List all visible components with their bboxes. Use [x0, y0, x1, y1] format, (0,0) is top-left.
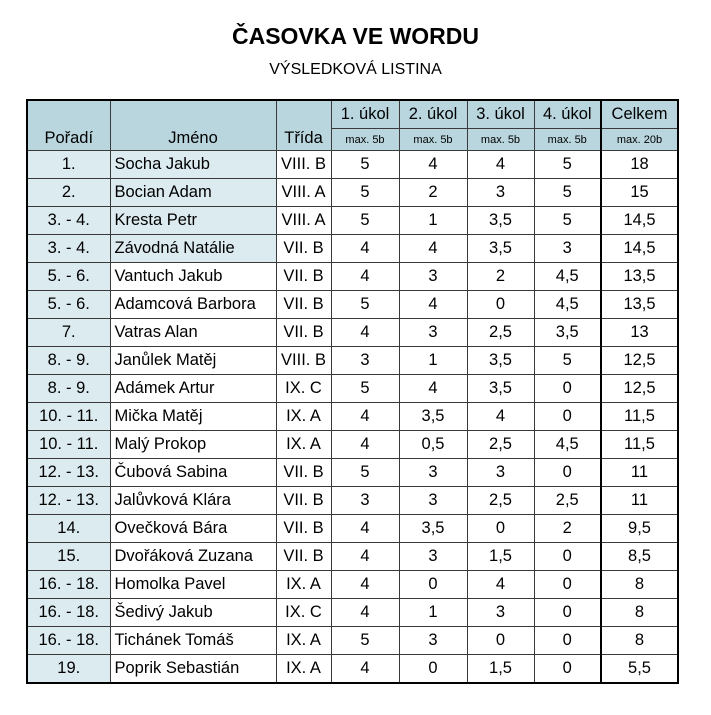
task-2-cell: 4 — [399, 291, 467, 319]
header-total-max: max. 20b — [601, 129, 678, 151]
task-3-cell: 0 — [467, 515, 534, 543]
rank-cell: 7. — [27, 319, 110, 347]
task-1-cell: 4 — [331, 319, 399, 347]
name-cell: Kresta Petr — [110, 207, 276, 235]
table-row — [27, 319, 678, 347]
class-cell: VII. B — [276, 319, 331, 347]
task-3-cell: 3,5 — [467, 235, 534, 263]
name-cell: Bocian Adam — [110, 179, 276, 207]
total-cell: 8 — [601, 599, 678, 627]
task-4-cell: 2,5 — [534, 487, 601, 515]
task-3-cell: 1,5 — [467, 543, 534, 571]
task-1-cell: 4 — [331, 515, 399, 543]
name-cell: Závodná Natálie — [110, 235, 276, 263]
rank-cell: 16. - 18. — [27, 599, 110, 627]
task-2-cell: 3 — [399, 319, 467, 347]
task-1-cell: 5 — [331, 459, 399, 487]
class-cell: VII. B — [276, 487, 331, 515]
task-4-cell: 3,5 — [534, 319, 601, 347]
task-2-cell: 3 — [399, 459, 467, 487]
total-cell: 11,5 — [601, 403, 678, 431]
task-1-cell: 5 — [331, 627, 399, 655]
class-cell: VII. B — [276, 291, 331, 319]
task-1-cell: 4 — [331, 403, 399, 431]
name-cell: Malý Prokop — [110, 431, 276, 459]
name-cell: Poprik Sebastián — [110, 655, 276, 684]
task-3-cell: 2,5 — [467, 431, 534, 459]
table-row — [27, 151, 678, 179]
total-cell: 12,5 — [601, 375, 678, 403]
total-cell: 9,5 — [601, 515, 678, 543]
task-2-cell: 3 — [399, 263, 467, 291]
task-1-cell: 3 — [331, 347, 399, 375]
task-2-cell: 2 — [399, 179, 467, 207]
total-cell: 12,5 — [601, 347, 678, 375]
header-task-4: 4. úkol — [534, 100, 601, 129]
task-2-cell: 1 — [399, 207, 467, 235]
total-cell: 14,5 — [601, 207, 678, 235]
task-2-cell: 1 — [399, 599, 467, 627]
task-2-cell: 4 — [399, 375, 467, 403]
class-cell: IX. C — [276, 375, 331, 403]
total-cell: 15 — [601, 179, 678, 207]
task-3-cell: 2 — [467, 263, 534, 291]
task-4-cell: 5 — [534, 207, 601, 235]
task-4-cell: 0 — [534, 627, 601, 655]
name-cell: Homolka Pavel — [110, 571, 276, 599]
task-2-cell: 0 — [399, 571, 467, 599]
table-row — [27, 291, 678, 319]
task-2-cell: 3 — [399, 627, 467, 655]
task-2-cell: 0 — [399, 655, 467, 684]
total-cell: 13 — [601, 319, 678, 347]
rank-cell: 8. - 9. — [27, 347, 110, 375]
header-task-2-max: max. 5b — [399, 129, 467, 151]
class-cell: VIII. B — [276, 151, 331, 179]
task-3-cell: 4 — [467, 151, 534, 179]
total-cell: 18 — [601, 151, 678, 179]
task-1-cell: 4 — [331, 543, 399, 571]
name-cell: Tichánek Tomáš — [110, 627, 276, 655]
task-1-cell: 5 — [331, 151, 399, 179]
name-cell: Janůlek Matěj — [110, 347, 276, 375]
class-cell: VIII. B — [276, 347, 331, 375]
task-1-cell: 5 — [331, 375, 399, 403]
header-name: Jméno — [110, 100, 276, 151]
total-cell: 8 — [601, 571, 678, 599]
class-cell: IX. C — [276, 599, 331, 627]
class-cell: VIII. A — [276, 207, 331, 235]
task-1-cell: 3 — [331, 487, 399, 515]
name-cell: Mička Matěj — [110, 403, 276, 431]
task-1-cell: 4 — [331, 263, 399, 291]
task-4-cell: 0 — [534, 375, 601, 403]
table-row — [27, 571, 678, 599]
task-2-cell: 0,5 — [399, 431, 467, 459]
task-1-cell: 5 — [331, 179, 399, 207]
class-cell: IX. A — [276, 403, 331, 431]
task-2-cell: 3 — [399, 487, 467, 515]
name-cell: Jalůvková Klára — [110, 487, 276, 515]
header-task-4-max: max. 5b — [534, 129, 601, 151]
header-task-3: 3. úkol — [467, 100, 534, 129]
task-2-cell: 3,5 — [399, 515, 467, 543]
table-row — [27, 431, 678, 459]
class-cell: IX. A — [276, 431, 331, 459]
name-cell: Vantuch Jakub — [110, 263, 276, 291]
table-row — [27, 403, 678, 431]
total-cell: 5,5 — [601, 655, 678, 684]
task-4-cell: 0 — [534, 403, 601, 431]
total-cell: 11 — [601, 459, 678, 487]
table-row — [27, 459, 678, 487]
task-3-cell: 2,5 — [467, 319, 534, 347]
task-3-cell: 3 — [467, 179, 534, 207]
table-row — [27, 543, 678, 571]
header-class: Třída — [276, 100, 331, 151]
total-cell: 11 — [601, 487, 678, 515]
class-cell: VII. B — [276, 543, 331, 571]
task-3-cell: 0 — [467, 291, 534, 319]
total-cell: 13,5 — [601, 263, 678, 291]
class-cell: VII. B — [276, 459, 331, 487]
table-row — [27, 235, 678, 263]
rank-cell: 15. — [27, 543, 110, 571]
header-task-3-max: max. 5b — [467, 129, 534, 151]
name-cell: Socha Jakub — [110, 151, 276, 179]
task-3-cell: 4 — [467, 571, 534, 599]
total-cell: 11,5 — [601, 431, 678, 459]
total-cell: 13,5 — [601, 291, 678, 319]
task-2-cell: 3,5 — [399, 403, 467, 431]
name-cell: Vatras Alan — [110, 319, 276, 347]
task-3-cell: 3 — [467, 459, 534, 487]
task-3-cell: 2,5 — [467, 487, 534, 515]
name-cell: Čubová Sabina — [110, 459, 276, 487]
task-4-cell: 0 — [534, 599, 601, 627]
task-4-cell: 0 — [534, 655, 601, 684]
table-row — [27, 599, 678, 627]
class-cell: VII. B — [276, 515, 331, 543]
task-3-cell: 3,5 — [467, 207, 534, 235]
task-4-cell: 0 — [534, 571, 601, 599]
task-4-cell: 5 — [534, 347, 601, 375]
class-cell: IX. A — [276, 627, 331, 655]
rank-cell: 3. - 4. — [27, 207, 110, 235]
task-4-cell: 5 — [534, 151, 601, 179]
task-2-cell: 4 — [399, 151, 467, 179]
table-row — [27, 655, 678, 684]
name-cell: Adamcová Barbora — [110, 291, 276, 319]
task-3-cell: 0 — [467, 627, 534, 655]
name-cell: Šedivý Jakub — [110, 599, 276, 627]
task-4-cell: 0 — [534, 459, 601, 487]
page-subtitle: VÝSLEDKOVÁ LISTINA — [269, 61, 442, 78]
table-row — [27, 263, 678, 291]
rank-cell: 1. — [27, 151, 110, 179]
rank-cell: 5. - 6. — [27, 291, 110, 319]
rank-cell: 12. - 13. — [27, 487, 110, 515]
rank-cell: 5. - 6. — [27, 263, 110, 291]
task-3-cell: 4 — [467, 403, 534, 431]
name-cell: Ovečková Bára — [110, 515, 276, 543]
table-row — [27, 375, 678, 403]
rank-cell: 3. - 4. — [27, 235, 110, 263]
task-4-cell: 3 — [534, 235, 601, 263]
task-4-cell: 4,5 — [534, 431, 601, 459]
header-task-1-max: max. 5b — [331, 129, 399, 151]
task-3-cell: 3,5 — [467, 347, 534, 375]
name-cell: Adámek Artur — [110, 375, 276, 403]
class-cell: IX. A — [276, 571, 331, 599]
task-1-cell: 4 — [331, 571, 399, 599]
table-row — [27, 207, 678, 235]
task-3-cell: 3 — [467, 599, 534, 627]
task-1-cell: 4 — [331, 655, 399, 684]
header-total: Celkem — [601, 100, 678, 129]
rank-cell: 14. — [27, 515, 110, 543]
rank-cell: 8. - 9. — [27, 375, 110, 403]
class-cell: VII. B — [276, 235, 331, 263]
task-1-cell: 5 — [331, 291, 399, 319]
rank-cell: 10. - 11. — [27, 403, 110, 431]
task-4-cell: 0 — [534, 543, 601, 571]
name-cell: Dvořáková Zuzana — [110, 543, 276, 571]
header-task-2: 2. úkol — [399, 100, 467, 129]
results-body — [27, 151, 678, 684]
rank-cell: 16. - 18. — [27, 571, 110, 599]
task-4-cell: 4,5 — [534, 291, 601, 319]
task-4-cell: 5 — [534, 179, 601, 207]
table-row — [27, 627, 678, 655]
total-cell: 8 — [601, 627, 678, 655]
rank-cell: 2. — [27, 179, 110, 207]
task-1-cell: 4 — [331, 431, 399, 459]
task-2-cell: 1 — [399, 347, 467, 375]
task-3-cell: 3,5 — [467, 375, 534, 403]
table-row — [27, 347, 678, 375]
rank-cell: 12. - 13. — [27, 459, 110, 487]
class-cell: VIII. A — [276, 179, 331, 207]
table-row — [27, 515, 678, 543]
table-row — [27, 487, 678, 515]
rank-cell: 19. — [27, 655, 110, 684]
results-table — [26, 99, 679, 684]
class-cell: IX. A — [276, 655, 331, 684]
total-cell: 14,5 — [601, 235, 678, 263]
class-cell: VII. B — [276, 263, 331, 291]
task-1-cell: 5 — [331, 207, 399, 235]
header-task-1: 1. úkol — [331, 100, 399, 129]
task-4-cell: 4,5 — [534, 263, 601, 291]
rank-cell: 16. - 18. — [27, 627, 110, 655]
header-rank: Pořadí — [27, 100, 110, 151]
task-3-cell: 1,5 — [467, 655, 534, 684]
task-1-cell: 4 — [331, 599, 399, 627]
task-2-cell: 4 — [399, 235, 467, 263]
total-cell: 8,5 — [601, 543, 678, 571]
task-1-cell: 4 — [331, 235, 399, 263]
table-row — [27, 179, 678, 207]
task-2-cell: 3 — [399, 543, 467, 571]
page-title: ČASOVKA VE WORDU — [231, 23, 480, 49]
task-4-cell: 2 — [534, 515, 601, 543]
rank-cell: 10. - 11. — [27, 431, 110, 459]
